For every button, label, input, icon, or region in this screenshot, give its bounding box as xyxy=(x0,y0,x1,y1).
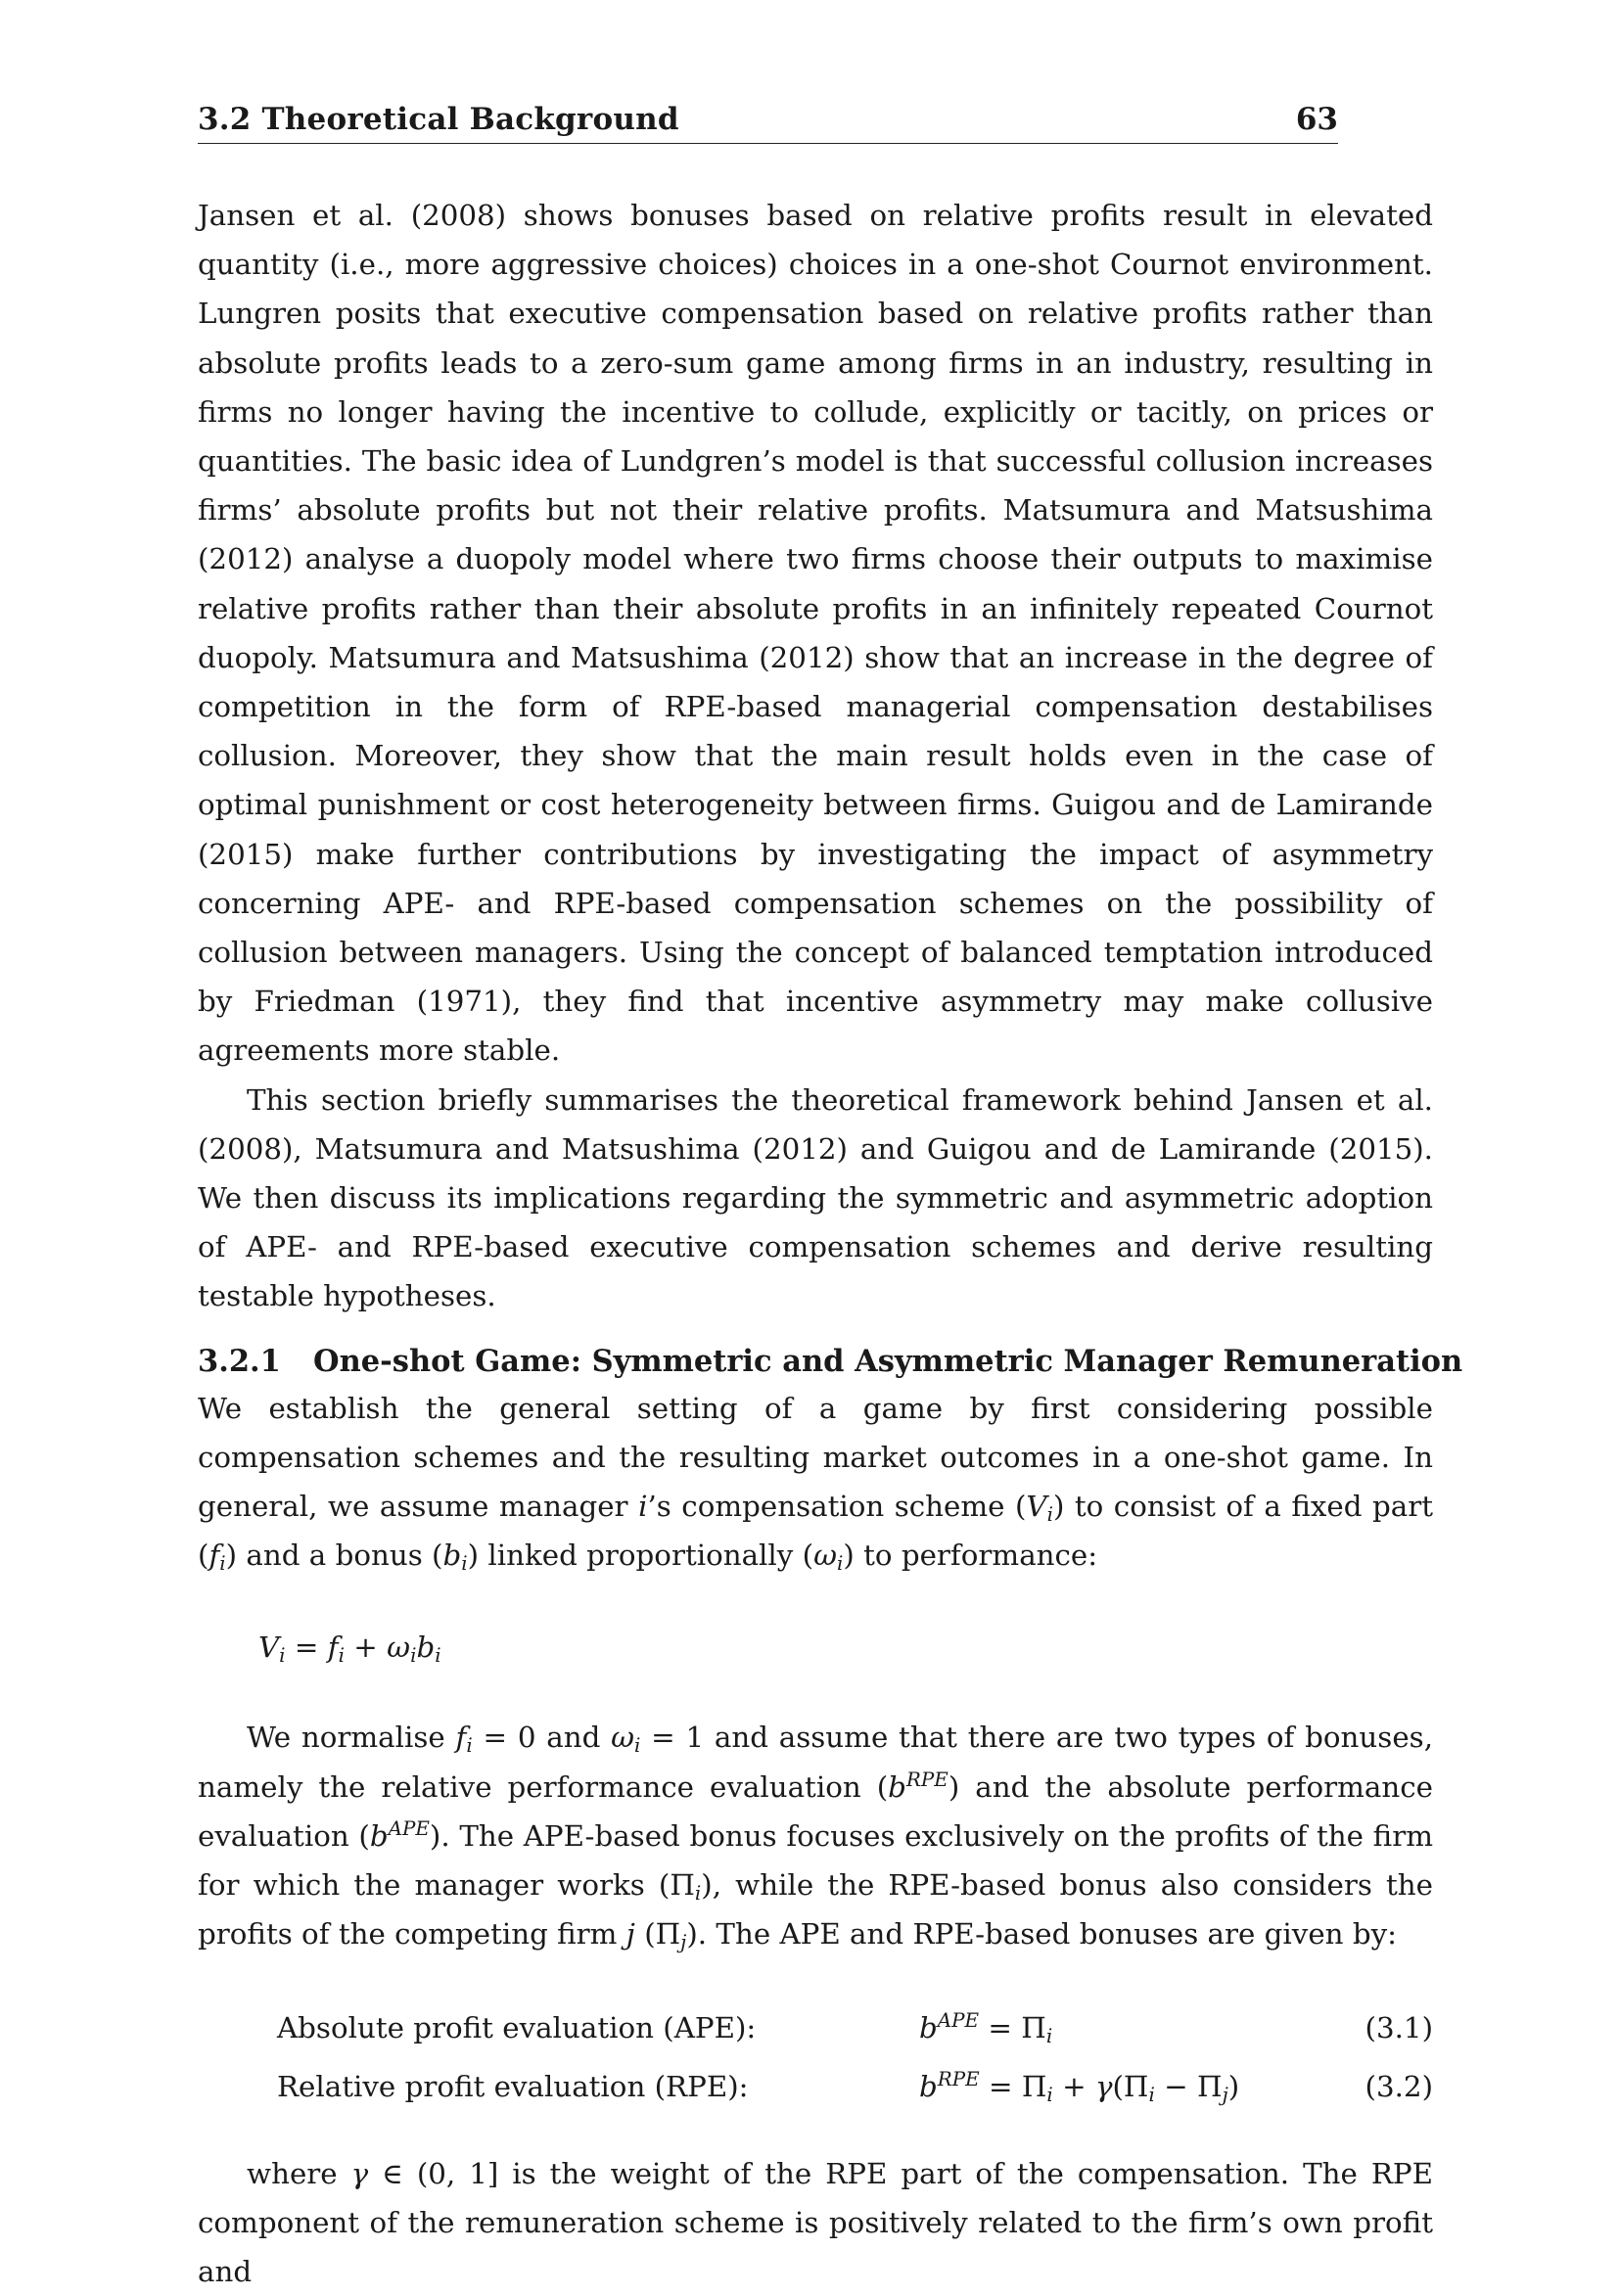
paragraph-3: We establish the general setting of a game by first considering possible compensation schemes and the resulting market outcomes in a one-shot game. In general, we assume manager i’s compensation scheme $(V_i)$ to consist of a fixed part $(f_i)$ and a bonus $(b_i)$ linked proportionally $(\omega_i)$ to performance: xyxy=(198,1384,1433,1581)
equation-label-rpe: Relative profit evaluation (RPE): xyxy=(277,2057,749,2116)
compensation-equation: $V_i = f_i + \omega_ib_i$ xyxy=(258,1623,1433,1672)
equation-block xyxy=(198,1998,1433,2116)
page-number: 63 xyxy=(1296,102,1338,137)
paragraph-2: This section briefly summarises the theoretical framework behind Jansen et al. (2008), Matsumura and Matsushima (2012) and Guigou and de Lamirande (2015). We then discuss its implications regarding the symmetric and asymmetric adoption of APE- and RPE-based executive compensation schemes and derive resulting testable hypotheses. xyxy=(198,1076,1433,1321)
page-body xyxy=(198,90,1433,2296)
subsection-title: One-shot Game: Symmetric and Asymmetric Manager Remuneration xyxy=(313,1344,1462,1379)
equation-formula-ape: $b^{APE} = \Pi_i$ xyxy=(919,1998,1052,2057)
subsection-number: 3.2.1 xyxy=(198,1339,313,1384)
equation-row-ape xyxy=(198,1998,1433,2057)
paragraph-5: where γ ∈ (0, 1] is the weight of the RPE part of the compensation. The RPE component of the remuneration scheme is positively related to the firm’s own profit and xyxy=(198,2149,1433,2296)
running-header xyxy=(198,90,1338,144)
paragraph-1: Jansen et al. (2008) shows bonuses based on relative profits result in elevated quantity (i.e., more aggressive choices) choices in a one-shot Cournot environment. Lungren posits that executive compensation based on relative profits rather than absolute profits leads to a zero-sum game among firms in an industry, resulting in firms no longer having the incentive to collude, explicitly or tacitly, on prices or quantities. The basic idea of Lundgren’s model is that successful collusion increases firms’ absolute profits but not their relative profits. Matsumura and Matsushima (2012) analyse a duopoly model where two firms choose their outputs to maximise relative profits rather than their absolute profits in an infinitely repeated Cournot duopoly. Matsumura and Matsushima (2012) show that an increase in the degree of competition in the form of RPE-based managerial compensation destabilises collusion. Moreover, they show that the main result holds even in the case of optimal punishment or cost heterogeneity between firms. Guigou and de Lamirande (2015) make further contributions by investigating the impact of asymmetry concerning APE- and RPE-based compensation schemes on the possibility of collusion between managers. Using the concept of balanced temptation introduced by Friedman (1971), they find that incentive asymmetry may make collusive agreements more stable. xyxy=(198,191,1433,1076)
equation-row-rpe xyxy=(198,2057,1433,2116)
paragraph-4: We normalise $f_i = 0$ and $\omega_i = 1$ and assume that there are two types of bonuses, namely the relative performance evaluation $(b^{RPE})$ and the absolute performance evaluation $(b^{APE})$. The APE-based bonus focuses exclusively on the profits of the firm for which the manager works $(\Pi_i)$, while the RPE-based bonus also considers the profits of the competing firm j $(\Pi_j)$. The APE and RPE-based bonuses are given by: xyxy=(198,1713,1433,1958)
equation-formula-rpe: $b^{RPE} = \Pi_i + \gamma(\Pi_i - \Pi_j)$ xyxy=(919,2057,1239,2116)
section-title: 3.2 Theoretical Background xyxy=(198,102,679,137)
subsection-heading xyxy=(198,1339,1433,1384)
equation-label-ape: Absolute profit evaluation (APE): xyxy=(277,1998,756,2057)
equation-number-3-2: (3.2) xyxy=(1365,2057,1433,2116)
equation-number-3-1: (3.1) xyxy=(1365,1998,1433,2057)
